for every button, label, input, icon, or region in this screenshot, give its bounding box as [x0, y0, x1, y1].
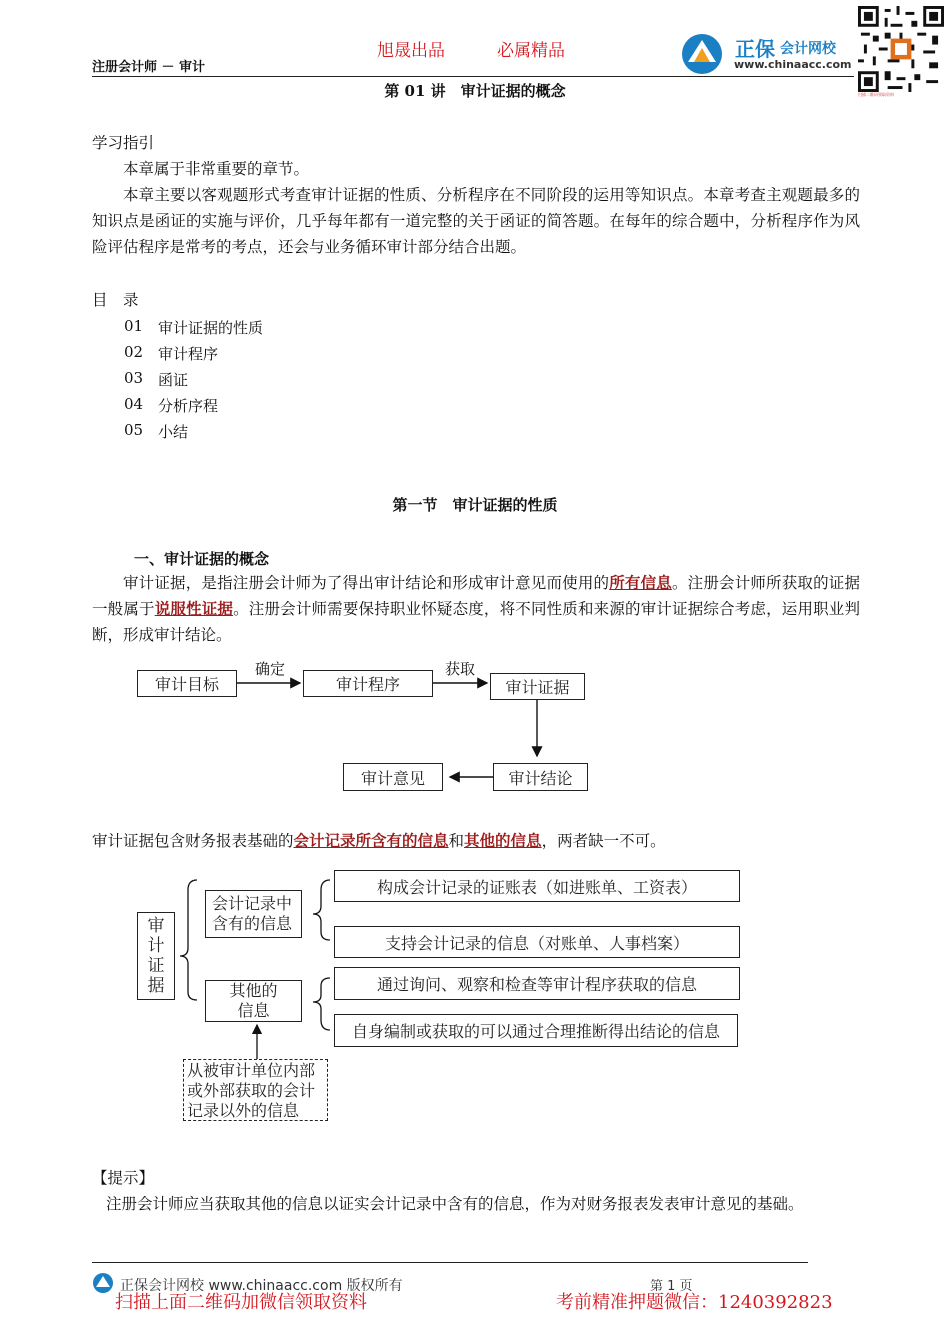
flow-label-obtain: 获取: [445, 660, 476, 678]
qr-caption: 扫描二维码领取资料: [858, 92, 894, 97]
flow-audit-evidence: 审计证据: [490, 673, 585, 700]
toc-number: 02: [124, 343, 144, 361]
toc-item[interactable]: 小结: [158, 423, 189, 441]
section-title: 第一节 审计证据的性质: [392, 496, 558, 514]
tree-leaf-supporting-info: 支持会计记录的信息（对账单、人事档案）: [334, 926, 740, 958]
tip-text: 注册会计师应当获取其他的信息以证实会计记录中含有的信息，作为对财务报表发表审计意见的基础。: [106, 1195, 804, 1213]
footer-divider: [92, 1262, 808, 1263]
course-name: 注册会计师 － 审计: [92, 60, 206, 75]
concept-text-3: 。注册会计师需要保持职业怀疑态度，将不同性质和来源的审计证据综合考虑，运用职业判断，形成审计结论。: [92, 600, 860, 644]
keyword-other-info: 其他的信息: [464, 831, 542, 850]
brand-name: 正保: [735, 37, 775, 61]
tip-heading: 【提示】: [92, 1169, 155, 1187]
brand-subname: 会计网校: [780, 41, 836, 57]
toc-number: 04: [124, 395, 144, 413]
tree-root-evidence: 审计证据: [137, 912, 175, 1000]
composition-text-2: 和: [448, 832, 465, 850]
composition-text-1: 审计证据包含财务报表基础的: [92, 832, 294, 850]
toc-number: 03: [124, 369, 144, 387]
toc-number: 01: [124, 317, 144, 335]
brand-logo-icon: [680, 32, 730, 76]
concept-text-2: 。注册会计师所获取的证据一般属于: [92, 574, 860, 618]
brand-url: www.chinaacc.com: [734, 58, 852, 71]
footer-copyright: 正保会计网校 www.chinaacc.com 版权所有: [120, 1278, 403, 1294]
keyword-all-info: 所有信息: [609, 573, 672, 592]
guide-paragraph-2: 本章主要以客观题形式考查审计证据的性质、分析程序在不同阶段的运用等知识点。本章考查主观题最多的知识点是函证的实施与评价，几乎每年都有一道完整的关于函证的简答题。在每年的综合题中，分析程序作为风险评估程序是常考的考点，还会与业务循环审计部分结合出题。: [92, 186, 860, 256]
keyword-accounting-records-info: 会计记录所含有的信息: [293, 831, 449, 850]
slogan-right: 必属精品: [497, 41, 565, 61]
guide-paragraph-1: 本章属于非常重要的章节。: [123, 160, 310, 178]
tree-node-accounting-records: 会计记录中含有的信息: [205, 890, 302, 938]
lecture-title: 第 01 讲 审计证据的概念: [384, 82, 566, 100]
flow-audit-conclusion: 审计结论: [493, 763, 588, 791]
header-divider: [92, 76, 854, 77]
flow-audit-objective: 审计目标: [137, 670, 237, 697]
toc-item[interactable]: 审计程序: [158, 345, 219, 363]
tree-note-external-info: 从被审计单位内部或外部获取的会计记录以外的信息: [183, 1059, 328, 1121]
flow-audit-procedure: 审计程序: [303, 670, 433, 697]
tree-leaf-procedures-info: 通过询问、观察和检查等审计程序获取的信息: [334, 967, 740, 1000]
flow-label-determine: 确定: [255, 660, 286, 678]
footer-logo-icon: [92, 1272, 116, 1294]
toc-item[interactable]: 分析序程: [158, 397, 219, 415]
toc-heading: 目 录: [92, 291, 139, 309]
tree-node-other-info: 其他的信息: [205, 980, 302, 1022]
concept-heading: 一、审计证据的概念: [134, 550, 270, 568]
toc-item[interactable]: 审计证据的性质: [158, 319, 264, 337]
footer-promo-right: 考前精准押题微信：1240392823: [556, 1292, 833, 1313]
toc-number: 05: [124, 421, 144, 439]
composition-sentence: [92, 828, 860, 854]
footer-promo-left: 扫描上面二维码加微信领取资料: [115, 1292, 367, 1313]
tree-leaf-inference-info: 自身编制或获取的可以通过合理推断得出结论的信息: [334, 1014, 738, 1047]
keyword-persuasive-evidence: 说服性证据: [154, 599, 234, 618]
slogan-left: 旭晟出品: [377, 41, 445, 61]
concept-text-1: 审计证据，是指注册会计师为了得出审计结论和形成审计意见而使用的: [123, 574, 610, 592]
concept-paragraph: [92, 570, 860, 648]
tree-leaf-vouchers: 构成会计记录的证账表（如进账单、工资表）: [334, 870, 740, 902]
composition-text-3: ，两者缺一不可。: [541, 832, 666, 850]
footer-page-number: 第 1 页: [650, 1279, 693, 1294]
guide-heading: 学习指引: [92, 134, 155, 152]
flow-audit-opinion: 审计意见: [343, 763, 443, 791]
toc-item[interactable]: 函证: [158, 371, 189, 389]
